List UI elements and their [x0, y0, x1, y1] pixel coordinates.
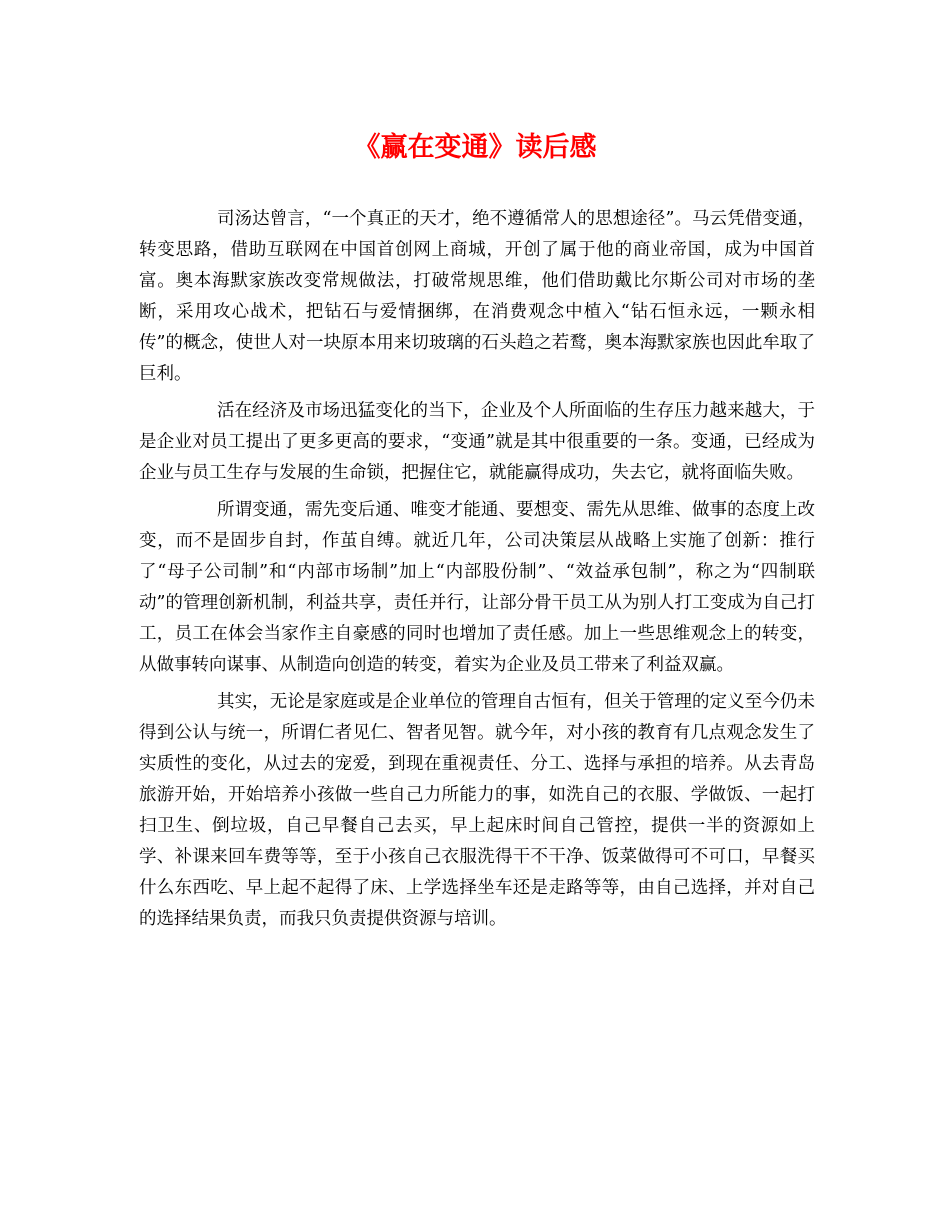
- paragraph-4: 其实，无论是家庭或是企业单位的管理自古恒有，但关于管理的定义至今仍未得到公认与统一，所谓仁者见仁、智者见智。就今年，对小孩的教育有几点观念发生了实质性的变化，从过去的宠爱，到现在重视责任、分工、选择与承担的培养。从去青岛旅游开始，开始培养小孩做一些自己力所能力的事，如洗自己的衣服、学做饭、一起打扫卫生、倒垃圾，自己早餐自己去买，早上起床时间自己管控，提供一半的资源如上学、补课来回车费等等，至于小孩自己衣服洗得干不干净、饭菜做得可不可口，早餐买什么东西吃、早上起不起得了床、上学选择坐车还是走路等等，由自己选择，并对自己的选择结果负责，而我只负责提供资源与培训。: [139, 692, 815, 929]
- document-title: 《赢在变通》读后感: [353, 132, 597, 163]
- document-body: [139, 204, 815, 935]
- paragraph-2: 活在经济及市场迅猛变化的当下，企业及个人所面临的生存压力越来越大，于是企业对员工提出了更多更高的要求，“变通”就是其中很重要的一条。变通，已经成为企业与员工生存与发展的生命锁，把握住它，就能赢得成功，失去它，就将面临失败。: [139, 401, 815, 483]
- paragraph-3: 所谓变通，需先变后通、唯变才能通、要想变、需先从思维、做事的态度上改变，而不是固步自封，作茧自缚。就近几年，公司决策层从战略上实施了创新：推行了“母子公司制”和“内部市场制”加上“内部股份制”、“效益承包制”，称之为“四制联动”的管理创新机制，利益共享，责任并行，让部分骨干员工从为别人打工变成为自己打工，员工在体会当家作主自豪感的同时也增加了责任感。加上一些思维观念上的转变，从做事转向谋事、从制造向创造的转变，着实为企业及员工带来了利益双赢。: [139, 500, 815, 675]
- paragraph-1: 司汤达曾言，“一个真正的天才，绝不遵循常人的思想途径”。马云凭借变通，转变思路，借助互联网在中国首创网上商城，开创了属于他的商业帝国，成为中国首富。奥本海默家族改变常规做法，打破常规思维，他们借助戴比尔斯公司对市场的垄断，采用攻心战术，把钻石与爱情捆绑，在消费观念中植入“钻石恒永远，一颗永相传”的概念，使世人对一块原本用来切玻璃的石头趋之若鹜，奥本海默家族也因此牟取了巨利。: [139, 209, 815, 384]
